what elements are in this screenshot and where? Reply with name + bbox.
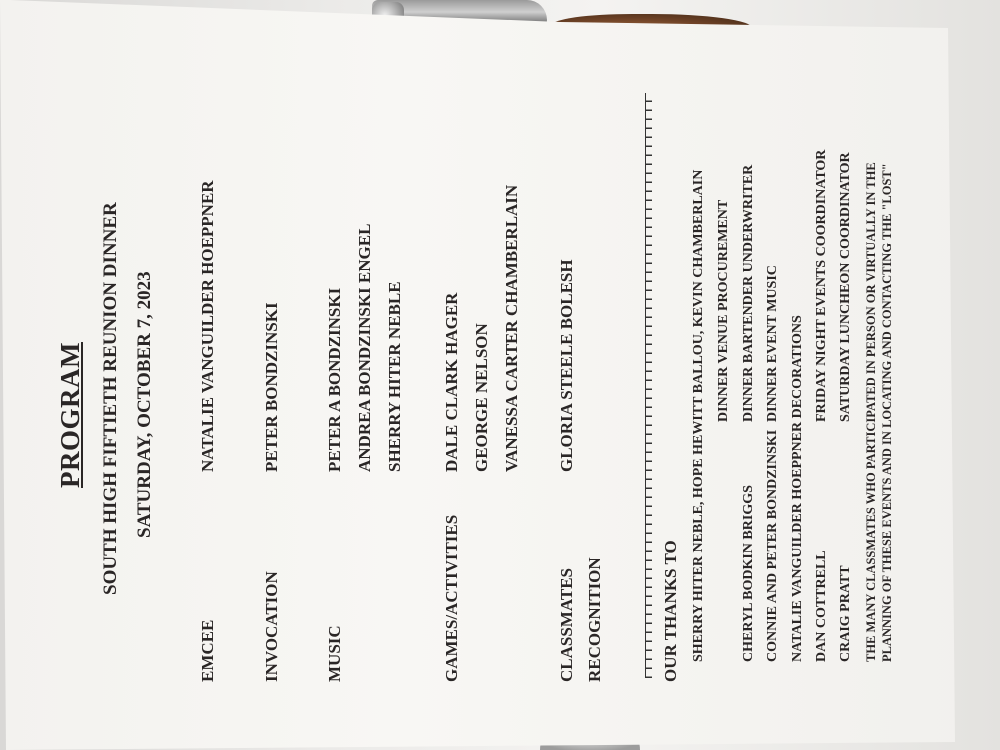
event-heading: SOUTH HIGH FIFTIETH REUNION DINNER [100, 202, 121, 595]
thanks-name-2: CHERYL BODKIN BRIGGS [741, 485, 756, 662]
music-label: MUSIC [325, 625, 344, 682]
thanks-closing-2: PLANNING OF THESE EVENTS AND IN LOCATING AND CONTACTING THE "LOST" [880, 163, 894, 662]
thanks-heading: OUR THANKS TO [661, 540, 680, 682]
emcee-value: NATALIE VANGUILDER HOEPPNER [198, 180, 217, 472]
thanks-role-5: FRIDAY NIGHT EVENTS COORDINATOR [814, 149, 829, 422]
games-value-2: GEORGE NELSON [472, 323, 491, 472]
classmates-value: GLORIA STEELE BOLESH [557, 259, 576, 472]
thanks-role-3: DINNER EVENT MUSIC [765, 265, 780, 422]
games-value-1: DALE CLARK HAGER [442, 292, 461, 472]
music-value-2: ANDREA BONDZINSKI ENGEL [355, 223, 374, 472]
music-value-3: SHERRY HITER NEBLE [385, 281, 404, 472]
thanks-name-3: CONNIE AND PETER BONDZINSKI [765, 429, 780, 662]
thanks-name-6: CRAIG PRATT [838, 565, 853, 662]
dashed-divider [645, 93, 656, 678]
games-value-3: VANESSA CARTER CHAMBERLAIN [502, 184, 521, 472]
thanks-line-1: SHERRY HITER NEBLE, HOPE HEWITT BALLOU, KEVIN CHAMBERLAIN [691, 169, 706, 662]
games-label: GAMES/ACTIVITIES [442, 514, 461, 682]
thanks-line-4: NATALIE VANGUILDER HOEPPNER DECORATIONS [790, 315, 805, 662]
classmates-label: CLASSMATES [557, 568, 576, 682]
music-value-1: PETER A BONDZINSKI [325, 287, 344, 472]
invocation-label: INVOCATION [262, 571, 281, 682]
invocation-value: PETER BONDZINSKI [262, 302, 281, 472]
recognition-label: RECOGNITION [585, 557, 604, 682]
emcee-label: EMCEE [198, 619, 217, 682]
thanks-line-1b: DINNER VENUE PROCUREMENT [716, 199, 731, 422]
thanks-role-6: SATURDAY LUNCHEON COORDINATOR [838, 152, 853, 422]
event-date: SATURDAY, OCTOBER 7, 2023 [134, 271, 155, 538]
program-title: PROGRAM [55, 342, 85, 488]
program-document [0, 20, 940, 740]
thanks-role-2: DINNER BARTENDER UNDERWRITER [741, 164, 756, 422]
thanks-closing-1: THE MANY CLASSMATES WHO PARTICIPATED IN PERSON OR VIRTUALLY IN THE [864, 162, 878, 662]
thanks-name-5: DAN COTTRELL [814, 550, 829, 662]
